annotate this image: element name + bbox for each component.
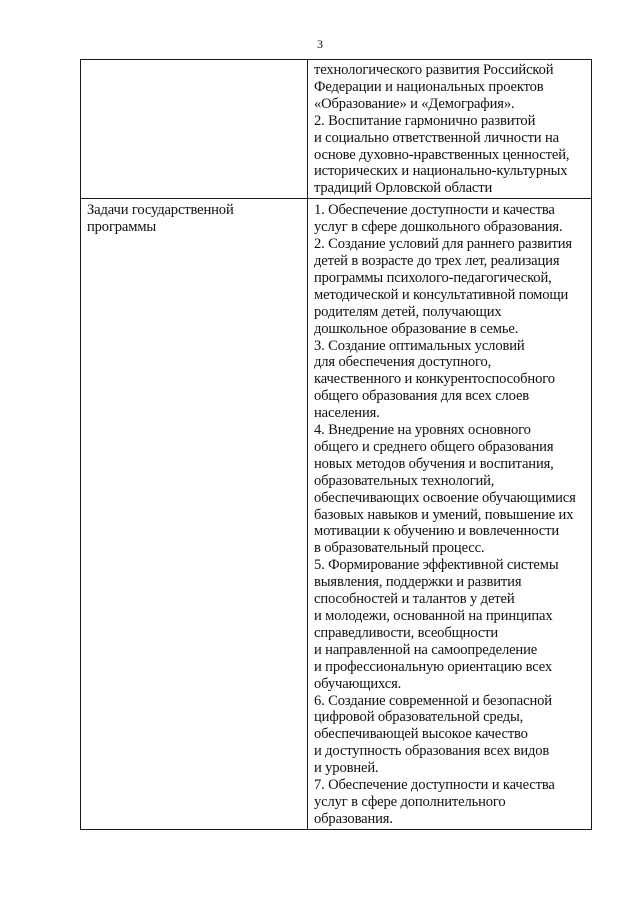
page-number: 3 xyxy=(317,37,323,51)
text-line: качественного и конкурентоспособного xyxy=(314,371,555,388)
text-line: образования. xyxy=(314,810,393,827)
text-line: общего образования для всех слоев xyxy=(314,388,530,405)
text-line: 2. Воспитание гармонично развитой xyxy=(314,112,536,129)
text-line: дошкольное образование в семье. xyxy=(314,320,519,337)
text-line: 6. Создание современной и безопасной xyxy=(314,692,552,709)
program-table xyxy=(80,59,592,830)
row-label-line: программы xyxy=(87,219,157,236)
text-line: родителям детей, получающих xyxy=(314,303,502,320)
text-line: методической и консультативной помощи xyxy=(314,286,569,303)
text-line: 5. Формирование эффективной системы xyxy=(314,557,559,574)
text-line: 1. Обеспечение доступности и качества xyxy=(314,202,555,219)
text-line: 3. Создание оптимальных условий xyxy=(314,337,525,354)
text-line: общего и среднего общего образования xyxy=(314,438,554,455)
text-line: и молодежи, основанной на принципах xyxy=(314,608,553,624)
text-line: и социально ответственной личности на xyxy=(314,129,559,146)
text-line: основе духовно-нравственных ценностей, xyxy=(314,146,570,163)
text-line: и уровней. xyxy=(314,760,379,777)
table-cell-tasks-label xyxy=(81,199,308,830)
text-line: образовательных технологий, xyxy=(314,472,495,489)
text-line: и профессиональную ориентацию всех xyxy=(314,658,553,675)
text-line: и направленной на самоопределение xyxy=(314,641,538,658)
text-line: традиций Орловской области xyxy=(314,180,493,197)
text-line: справедливости, всеобщности xyxy=(314,624,499,641)
table-cell-label-empty xyxy=(81,60,308,199)
text-line: технологического развития Российской xyxy=(314,62,554,78)
text-line: способностей и талантов у детей xyxy=(314,591,515,608)
text-line: выявления, поддержки и развития xyxy=(314,574,522,591)
row-label-line: Задачи государственной xyxy=(87,202,234,219)
text-line: для обеспечения доступного, xyxy=(314,354,492,371)
text-line: цифровой образовательной среды, xyxy=(314,709,524,726)
text-line: услуг в сфере дошкольного образования. xyxy=(314,219,563,236)
text-line: обеспечивающих освоение обучающимися xyxy=(314,489,576,506)
text-line: «Образование» и «Демография». xyxy=(314,95,515,112)
text-line: обеспечивающей высокое качество xyxy=(314,726,528,743)
text-line: мотивации к обучению и вовлеченности xyxy=(314,523,559,540)
text-line: детей в возрасте до трех лет, реализация xyxy=(314,252,560,269)
text-line: обучающихся. xyxy=(314,675,402,692)
table-cell-goals-text xyxy=(308,60,592,199)
text-line: 4. Внедрение на уровнях основного xyxy=(314,422,531,439)
text-line: программы психолого-педагогической, xyxy=(314,269,552,286)
table-row-tasks xyxy=(81,199,592,830)
text-line: населения. xyxy=(314,405,380,422)
table-row-goals-continued xyxy=(81,60,592,199)
text-line: Федерации и национальных проектов xyxy=(314,78,544,95)
text-line: 7. Обеспечение доступности и качества xyxy=(314,777,555,794)
text-line: в образовательный процесс. xyxy=(314,540,485,557)
text-line: новых методов обучения и воспитания, xyxy=(314,455,554,472)
text-line: 2. Создание условий для раннего развития xyxy=(314,236,572,253)
text-line: услуг в сфере дополнительного xyxy=(314,793,506,810)
text-line: базовых навыков и умений, повышение их xyxy=(314,506,574,523)
text-line: и доступность образования всех видов xyxy=(314,743,550,760)
text-line: исторических и национально-культурных xyxy=(314,163,568,180)
table-cell-tasks-text xyxy=(308,199,592,830)
